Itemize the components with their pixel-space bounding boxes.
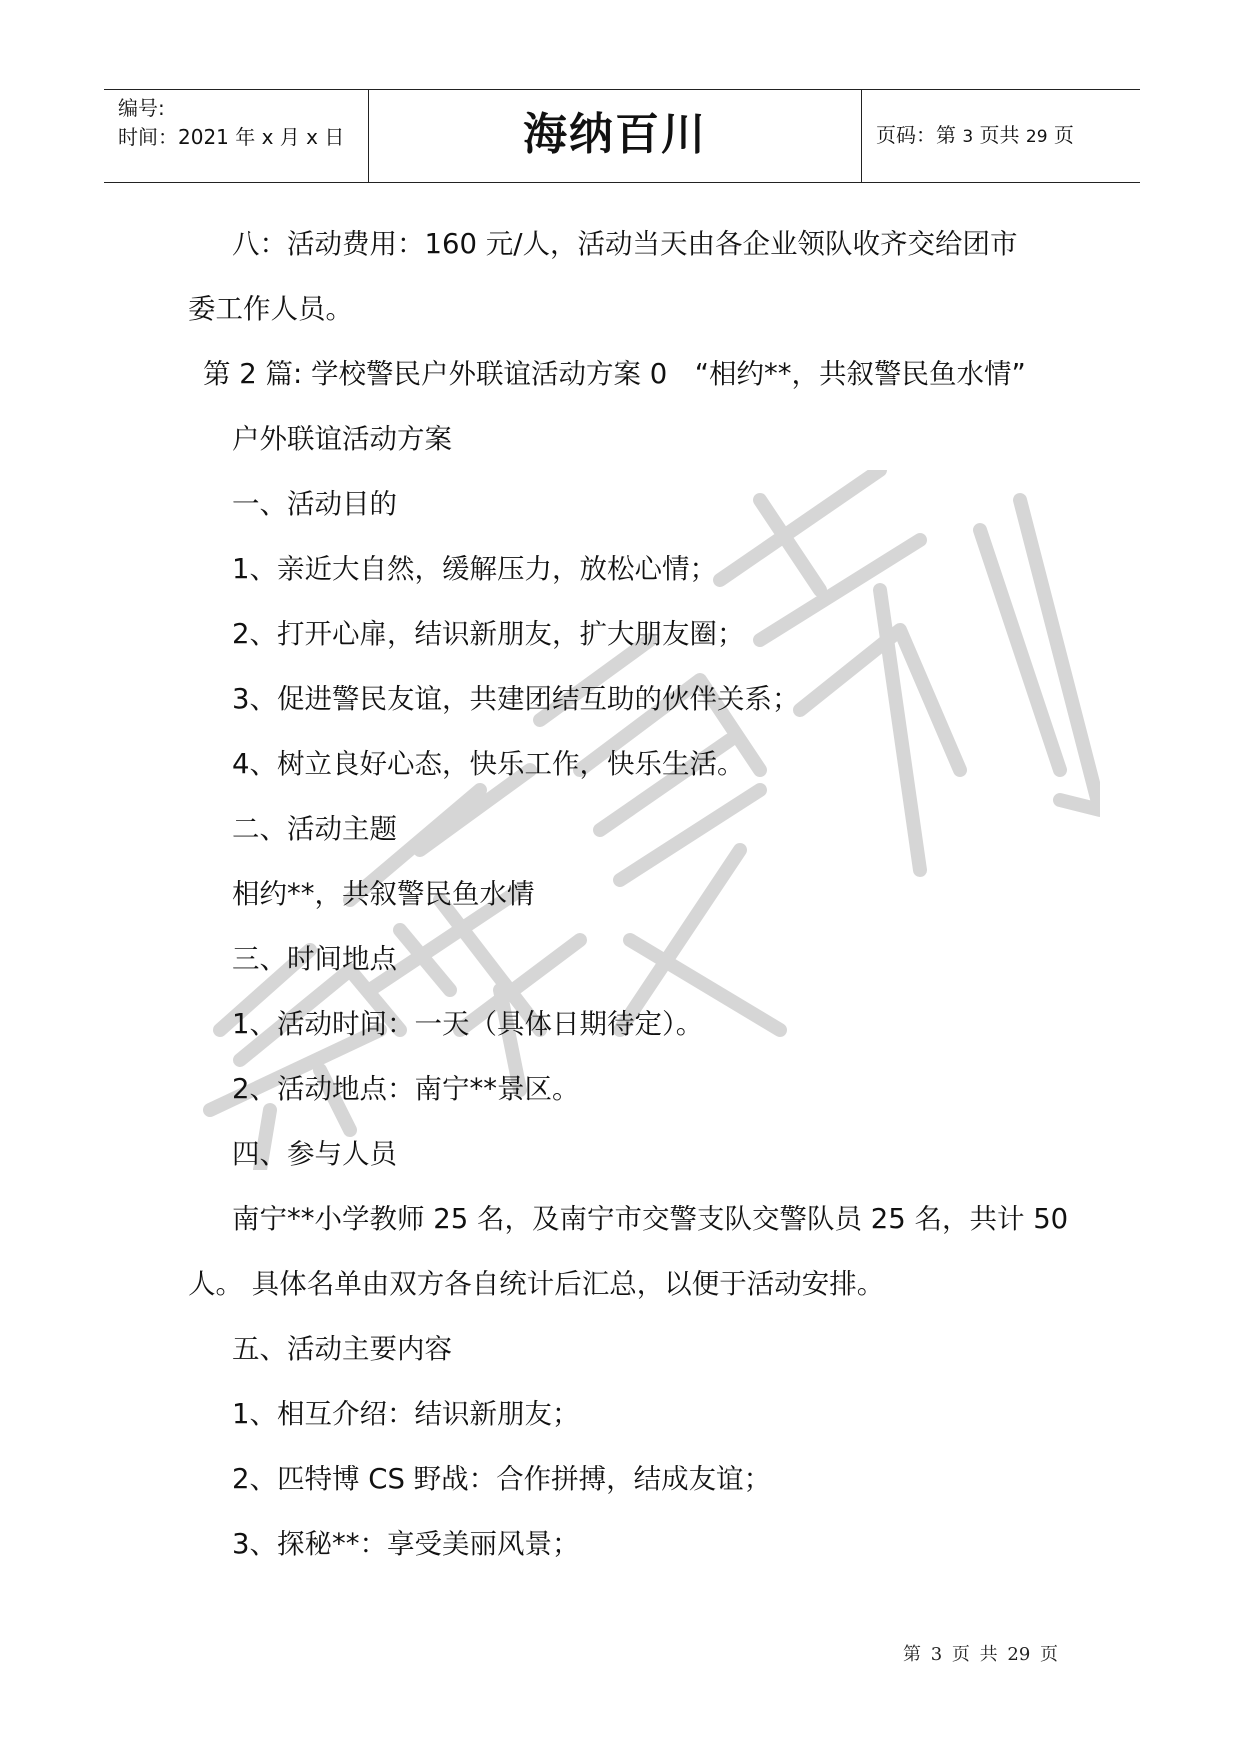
list-item: 3、促进警民友谊，共建团结互助的伙伴关系； (232, 683, 800, 715)
list-item: 2、活动地点：南宁**景区。 (232, 1073, 580, 1105)
section-heading: 一、活动目的 (232, 488, 397, 520)
page-footer: 第 3 页 共 29 页 (903, 1644, 1058, 1665)
document-number-label: 编号: (118, 96, 165, 120)
page-total: 29 (1025, 127, 1048, 147)
paragraph-line: 相约**，共叙警民鱼水情 (232, 878, 535, 910)
paragraph-line: 人。 具体名单由双方各自统计后汇总，以便于活动安排。 (188, 1268, 885, 1300)
list-item: 1、相互介绍：结识新朋友； (232, 1398, 580, 1430)
paragraph-line: 户外联谊活动方案 (232, 423, 452, 455)
section-heading: 五、活动主要内容 (232, 1333, 452, 1365)
page-current: 3 (962, 127, 974, 147)
list-item: 2、匹特博 CS 野战：合作拼搏，结成友谊； (232, 1463, 772, 1495)
page-suffix: 页 (1053, 123, 1074, 147)
document-time: 时间：2021 年 x 月 x 日 (118, 125, 345, 149)
section-heading: 四、参与人员 (232, 1138, 397, 1170)
list-item: 2、打开心扉，结识新朋友，扩大朋友圈； (232, 618, 745, 650)
header-brand-title: 海纳百川 (523, 109, 707, 160)
list-item: 4、树立良好心态，快乐工作，快乐生活。 (232, 748, 745, 780)
page-prefix: 页码：第 (876, 123, 956, 147)
list-item: 1、亲近大自然，缓解压力，放松心情； (232, 553, 717, 585)
article-heading: 第 2 篇: 学校警民户外联谊活动方案 0 “相约**，共叙警民鱼水情” (203, 358, 1026, 390)
page-mid: 页共 (979, 123, 1020, 147)
list-item: 3、探秘**：享受美丽风景； (232, 1528, 580, 1560)
paragraph-line: 委工作人员。 (188, 293, 353, 325)
paragraph-line: 南宁**小学教师 25 名，及南宁市交警支队交警队员 25 名，共计 50 (232, 1203, 1069, 1235)
paragraph-line: 八：活动费用：160 元/人，活动当天由各企业领队收齐交给团市 (232, 228, 1018, 260)
section-heading: 三、时间地点 (232, 943, 397, 975)
section-heading: 二、活动主题 (232, 813, 397, 845)
list-item: 1、活动时间：一天（具体日期待定）。 (232, 1008, 704, 1040)
